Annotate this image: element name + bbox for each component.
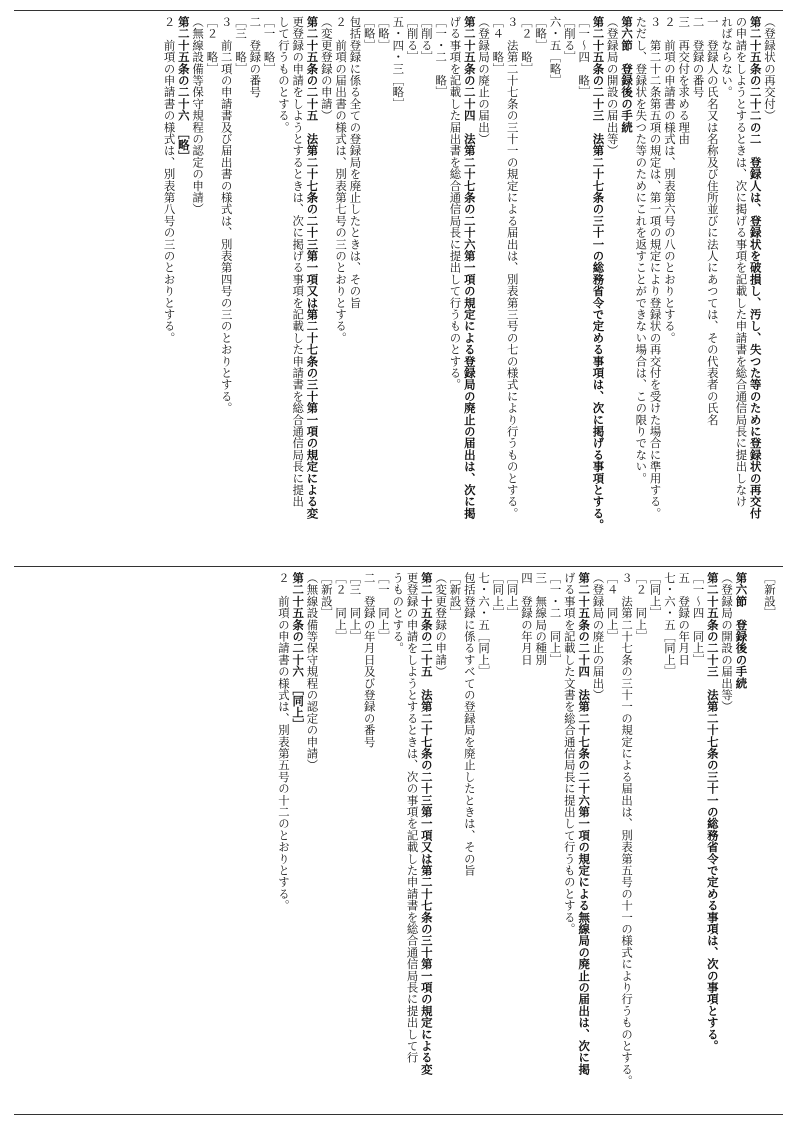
text-line: ３ 前二項の申請書及び届出書の様式は、別表第四号の三のとおりとする。 [219, 16, 234, 414]
text-line: ［同上］ [648, 572, 663, 619]
text-line: 第二十五条の二十四 法第二十七条の二十六第一項の規定による登録局の廃止の届出は、次に掲 [462, 16, 477, 520]
text-line: （変更登録の申請） [434, 572, 449, 678]
text-line: ［２ 略］ [519, 16, 534, 75]
text-line: ［新設］ [448, 572, 463, 619]
text-line: ［新設］ [319, 572, 334, 619]
text-line: ［削る］ [562, 16, 577, 63]
text-line: ただし、登録状を失つた等のためにこれを返すことができない場合は、この限りでない。 [634, 16, 649, 484]
text-line: ３ 法第二十七条の三十一の規定による届出は、別表第三号の七の様式により行うものとする。 [505, 16, 520, 520]
current-text-columns [277, 572, 777, 1108]
text-line: ［一 同上］ [376, 572, 391, 643]
text-line: ３ 第二十二条第五項の規定は、第一項の規定により登録状の再交付を受けた場合に準用する。 [648, 16, 663, 520]
text-line: ［三 同上］ [348, 572, 363, 643]
text-line: 四 登録の年月日 [519, 572, 534, 666]
text-line: （登録局の廃止の届出） [591, 572, 606, 701]
text-line: （登録局の廃止の届出） [477, 16, 492, 145]
text-line: ［削る］ [405, 16, 420, 63]
text-line: 第二十五条の二十四 法第二十七条の二十六第一項の規定による無線局の廃止の届出は、次に掲 [577, 572, 592, 1076]
text-line: うものとする。 [391, 572, 406, 654]
text-line: の申請をしようとするときは、次に掲げる事項を記載した申請書を総合通信局長に提出しなけ [734, 16, 749, 508]
amended-text-panel [14, 16, 783, 560]
text-line: ［２ 略］ [205, 16, 220, 75]
text-line: ２ 前項の申請書の様式は、別表第八号の三のとおりとする。 [162, 16, 177, 344]
text-line: ３ 法第二十七条の三十一の規定による届出は、別表第五号の十一の様式により行うものとする。 [620, 572, 635, 1087]
text-line: 包括登録に係るすべての登録局を廃止したときは、その旨 [462, 572, 477, 877]
text-line: ［三 略］ [234, 16, 249, 75]
text-line: ２ 前項の申請書の様式は、別表第六号の八のとおりとする。 [662, 16, 677, 344]
text-line: 更登録の申請をしようとするときは、次に掲げる事項を記載した申請書を総合通信局長に提出 [291, 16, 306, 508]
text-line: 七・六・五［同上］ [662, 572, 677, 678]
text-line: 五・四・三［略］ [391, 16, 406, 110]
middle-rule [14, 566, 783, 567]
text-line: （登録局の開設の届出等） [605, 16, 620, 157]
current-text-panel [14, 572, 783, 1108]
text-line: ［削る］ [419, 16, 434, 63]
text-line: 第二十五条の二十三 法第二十七条の三十一の総務省令で定める事項は、次に掲げる事項とする。 [591, 16, 606, 531]
text-line: げる事項を記載した届出書を総合通信局長に提出して行うものとする。 [448, 16, 463, 391]
text-line: ２ 前項の届出書の様式は、別表第七号の三のとおりとする。 [334, 16, 349, 344]
text-line: 二 登録の年月日及び登録の番号 [362, 572, 377, 748]
text-line: 二 登録の番号 [248, 16, 263, 98]
text-line: げる事項を記載した文書を総合通信局長に提出して行うものとする。 [562, 572, 577, 935]
text-line: 七・六・五［同上］ [477, 572, 492, 678]
text-line: ［同上］ [505, 572, 520, 619]
top-rule [14, 10, 783, 11]
text-line: 第二十五条の二十六 ［同上］ [291, 572, 306, 731]
text-line: ［略］ [534, 16, 549, 52]
text-line: 更登録の申請をしようとするときは、次の事項を記載した申請書を総合通信局長に提出して行 [405, 572, 420, 1064]
text-line: 第二十五条の二十三 法第二十七条の三十一の総務省令で定める事項は、次の事項とする。 [705, 572, 720, 1052]
text-line: 二 登録の番号 [691, 16, 706, 98]
text-line: ［一・二 略］ [434, 16, 449, 98]
text-line: （変更登録の申請） [319, 16, 334, 122]
amended-text-columns [162, 16, 777, 560]
text-line: ［一・二 同上］ [548, 572, 563, 666]
text-line: 第二十五条の二十五 法第二十七条の二十三第一項又は第二十七条の三十第一項の規定による変 [305, 16, 320, 520]
text-line: 第二十五条の二十六 ［略］ [176, 16, 191, 163]
text-line: ［略］ [376, 16, 391, 52]
text-line [748, 572, 762, 1108]
text-line: 六・五［略］ [548, 16, 563, 87]
text-line: 三 再交付を求める理由 [677, 16, 692, 145]
text-line: 包括登録に係る全ての登録局を廃止したときは、その旨 [348, 16, 363, 309]
text-line: ［新設］ [763, 572, 777, 619]
text-line: ［２ 同上］ [334, 572, 349, 643]
text-line: ［４ 略］ [491, 16, 506, 75]
text-line: ２ 前項の申請書の様式は、別表第五号の十二のとおりとする。 [276, 572, 291, 912]
text-line: ればならない。 [720, 16, 735, 98]
text-line: ［一～四 同上］ [691, 572, 706, 666]
text-line: ［略］ [362, 16, 377, 52]
text-line: 第六節 登録後の手続 [620, 16, 635, 133]
text-line: して行うものとする。 [276, 16, 291, 133]
bottom-rule [14, 1114, 783, 1115]
text-line: （登録局の開設の届出等） [720, 572, 735, 713]
text-line: ［一 略］ [262, 16, 277, 75]
text-line: 三 無線局の種別 [534, 572, 549, 666]
text-line: ［同上］ [491, 572, 506, 619]
text-line: （無線設備等保守規程の認定の申請） [305, 572, 320, 771]
text-line: 第六節 登録後の手続 [734, 572, 749, 689]
text-line: 一 登録人の氏名又は名称及び住所並びに法人にあつては、その代表者の氏名 [705, 16, 720, 426]
text-line: （無線設備等保守規程の認定の申請） [191, 16, 206, 215]
text-line: 第二十五条の二十二の二 登録人は、登録状を破損し、汚し、失つた等のために登録状の再交付 [748, 16, 763, 520]
text-line: ［２ 同上］ [634, 572, 649, 643]
text-line: ［４ 同上］ [605, 572, 620, 643]
text-line: （登録状の再交付） [763, 16, 777, 122]
text-line: 五 登録の年月日 [677, 572, 692, 666]
text-line: ［一～四 略］ [577, 16, 592, 98]
text-line: 第二十五条の二十五 法第二十七条の二十三第一項又は第二十七条の三十第一項の規定による変 [419, 572, 434, 1076]
